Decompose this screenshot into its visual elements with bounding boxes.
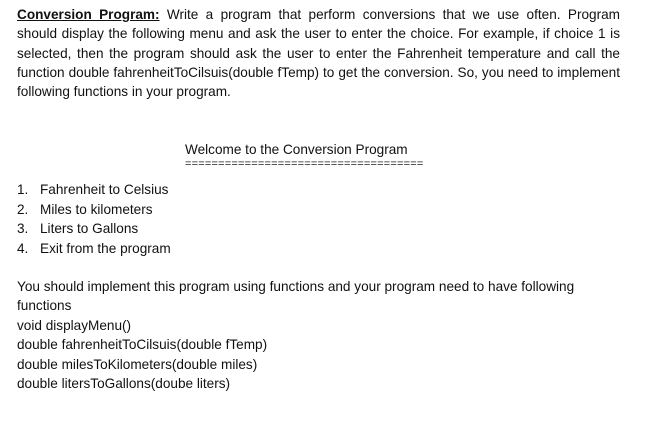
menu-item-number: 4. <box>17 240 29 256</box>
function-signature: double milesToKilometers(double miles) <box>17 356 258 372</box>
function-list <box>17 316 577 394</box>
separator-line: ==================================== <box>185 158 424 170</box>
requirements-section <box>17 277 577 393</box>
menu-item <box>17 239 171 259</box>
welcome-heading: Welcome to the Conversion Program <box>185 142 408 157</box>
menu-item-number: 1. <box>17 182 29 197</box>
menu-item-label: Liters to Gallons <box>40 221 139 237</box>
function-signature: double litersToGallons(doube liters) <box>17 376 231 392</box>
menu-item-number: 2. <box>17 201 29 217</box>
requirements-text: You should implement this program using functions and your program need to have following functions <box>17 279 575 314</box>
function-signature: void displayMenu() <box>17 317 132 333</box>
intro-title: Conversion Program: <box>17 7 160 22</box>
intro-paragraph <box>17 5 620 101</box>
menu-item-label: Miles to kilometers <box>40 201 153 217</box>
menu-item <box>17 200 171 220</box>
menu-item-number: 3. <box>17 221 29 237</box>
menu-item-label: Exit from the program <box>40 240 171 256</box>
menu-item <box>17 180 171 200</box>
function-signature: double fahrenheitToCilsuis(double fTemp) <box>17 337 268 353</box>
intro-text: Write a program that perform conversions that we use often. Program should display the following menu and ask the user to enter the choice. For example, if choice 1 is selected, then the program should ask the user to enter the Fahrenheit temperature and call the function double fahrenheitToCilsuis(double fTemp) to get the conversion. So, you need to implement following functions in your program. <box>17 7 621 100</box>
menu-item <box>17 219 171 239</box>
menu-list <box>17 180 171 258</box>
menu-item-label: Fahrenheit to Celsius <box>40 182 169 197</box>
